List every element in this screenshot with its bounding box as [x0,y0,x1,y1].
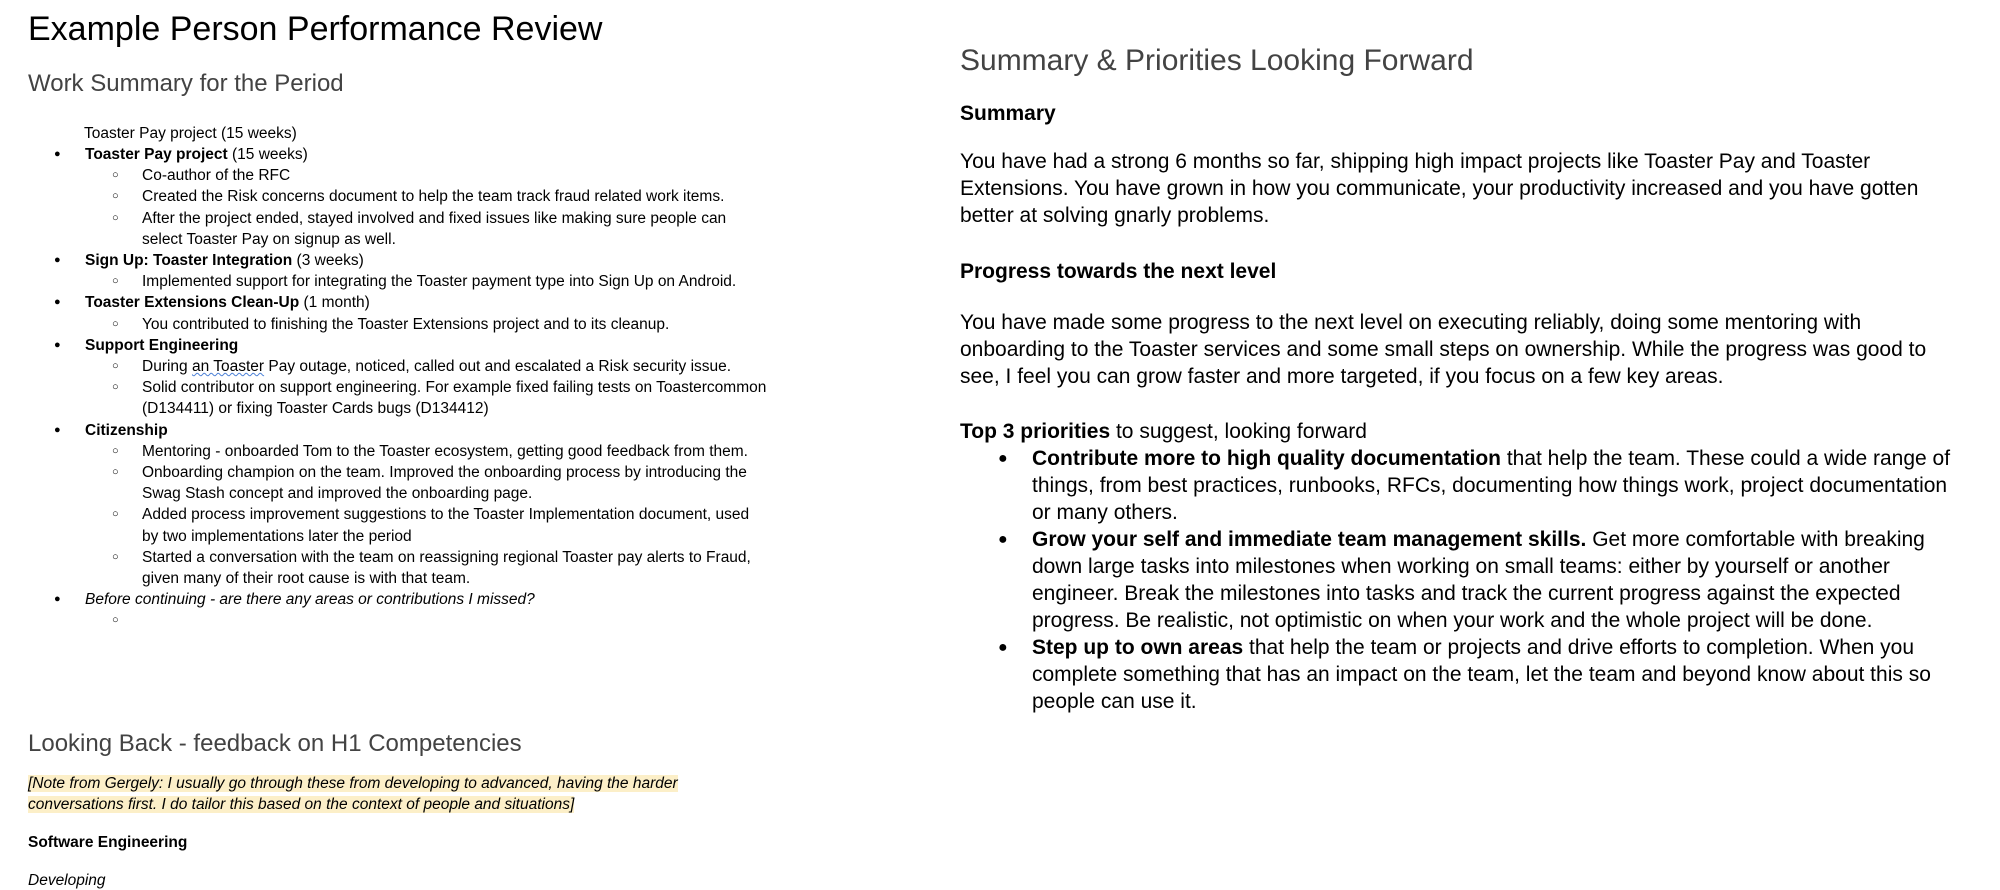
document-title: Example Person Performance Review [28,10,603,48]
list-item-citizenship [28,420,768,590]
item-title: Sign Up: Toaster Integration [85,252,293,270]
sub-item: ○ Started a conversation with the team on reassigning regional Toaster pay alerts to Fraud, given many of their root cause is with that team. [85,547,768,589]
progress-paragraph: You have made some progress to the next level on executing reliably, doing some mentoring with onboarding to the Toaster services and some small steps on ownership. While the progress was good to see, I feel you can grow faster and more targeted, if you focus on a few key areas. [960,311,1927,388]
top-priorities-intro: Top 3 priorities to suggest, looking forward [960,420,1367,443]
sub-item: ○ Mentoring - onboarded Tom to the Toaster ecosystem, getting good feedback from them. [85,441,768,462]
item-duration: (15 weeks) [227,146,308,163]
cropped-line: Toaster Pay project (15 weeks) [84,125,297,142]
sub-item: ○ Co-author of the RFC [85,165,768,186]
summary-heading: Summary [960,102,1056,125]
sub-item: ○ You contributed to finishing the Toaster Extensions project and to its cleanup. [85,314,768,335]
item-duration: (3 weeks) [292,252,364,270]
work-summary-list [28,125,768,631]
item-title: Citizenship [85,421,168,439]
priority-item: ● Contribute more to high quality documentation that help the team. These could a wide range of things, from best practices, runbooks, RFCs, documenting how things work, project documentation or many others. [960,445,1970,526]
list-item-missed [28,589,768,631]
item-title: Toaster Pay project [85,146,228,163]
list-item-sign-up [28,250,768,292]
priorities-list [960,445,1970,715]
sub-item: ○ During an Toaster Pay outage, noticed, called out and escalated a Risk security issue. [85,356,768,377]
summary-priorities-heading: Summary & Priorities Looking Forward [960,44,1474,77]
empty-sub-item [85,610,768,631]
highlighted-note: [Note from Gergely: I usually go through these from developing to advanced, having the harder conversations first. I do tailor this based on the context of people and situations] [28,775,678,813]
level-label: Developing [28,872,106,889]
software-engineering-heading: Software Engineering [28,834,188,851]
work-summary-heading: Work Summary for the Period [28,70,344,97]
item-duration: (1 month) [299,294,370,312]
sub-item: ○ Solid contributor on support engineering. For example fixed failing tests on Toastercommon (D134411) or fixing Toaster Cards bugs (D134412) [85,377,768,419]
priority-item: ● Step up to own areas that help the team or projects and drive efforts to completion. When you complete something that has an impact on the team, let the team and beyond know about this so people can use it. [960,634,1970,715]
summary-paragraph: You have had a strong 6 months so far, shipping high impact projects like Toaster Pay and Toaster Extensions. You have grown in how you communicate, your productivity increased and you have gotten better at solving gnarly problems. [960,150,1919,227]
sub-item: ○ Created the Risk concerns document to help the team track fraud related work items. [85,186,768,207]
spellcheck-underline[interactable]: an Toaster [191,358,265,376]
list-item-support [28,335,768,420]
sub-item: ○ Added process improvement suggestions to the Toaster Implementation document, used by two implementations later the period [85,504,768,546]
item-question: Before continuing - are there any areas or contributions I missed? [85,591,535,609]
sub-item: ○ After the project ended, stayed involved and fixed issues like making sure people can select Toaster Pay on signup as well. [85,208,768,250]
list-item-extensions [28,292,768,334]
priority-item: ● Grow your self and immediate team management skills. Get more comfortable with breaking down large tasks into milestones when working on small teams: either by yourself or another engineer. Break the milestones into tasks and track the current progress against the expected progress. Be realistic, not optimistic on when your work and the whole project will be done. [960,526,1970,634]
sub-item: ○ Onboarding champion on the team. Improved the onboarding process by introducing the Swag Stash concept and improved the onboarding page. [85,462,768,504]
sub-item: ○ Implemented support for integrating the Toaster payment type into Sign Up on Android. [85,271,768,292]
progress-heading: Progress towards the next level [960,260,1277,283]
competencies-heading: Looking Back - feedback on H1 Competencies [28,730,522,757]
item-title: Support Engineering [85,336,239,354]
item-title: Toaster Extensions Clean-Up [85,294,300,312]
list-item-toaster-pay [28,144,768,250]
